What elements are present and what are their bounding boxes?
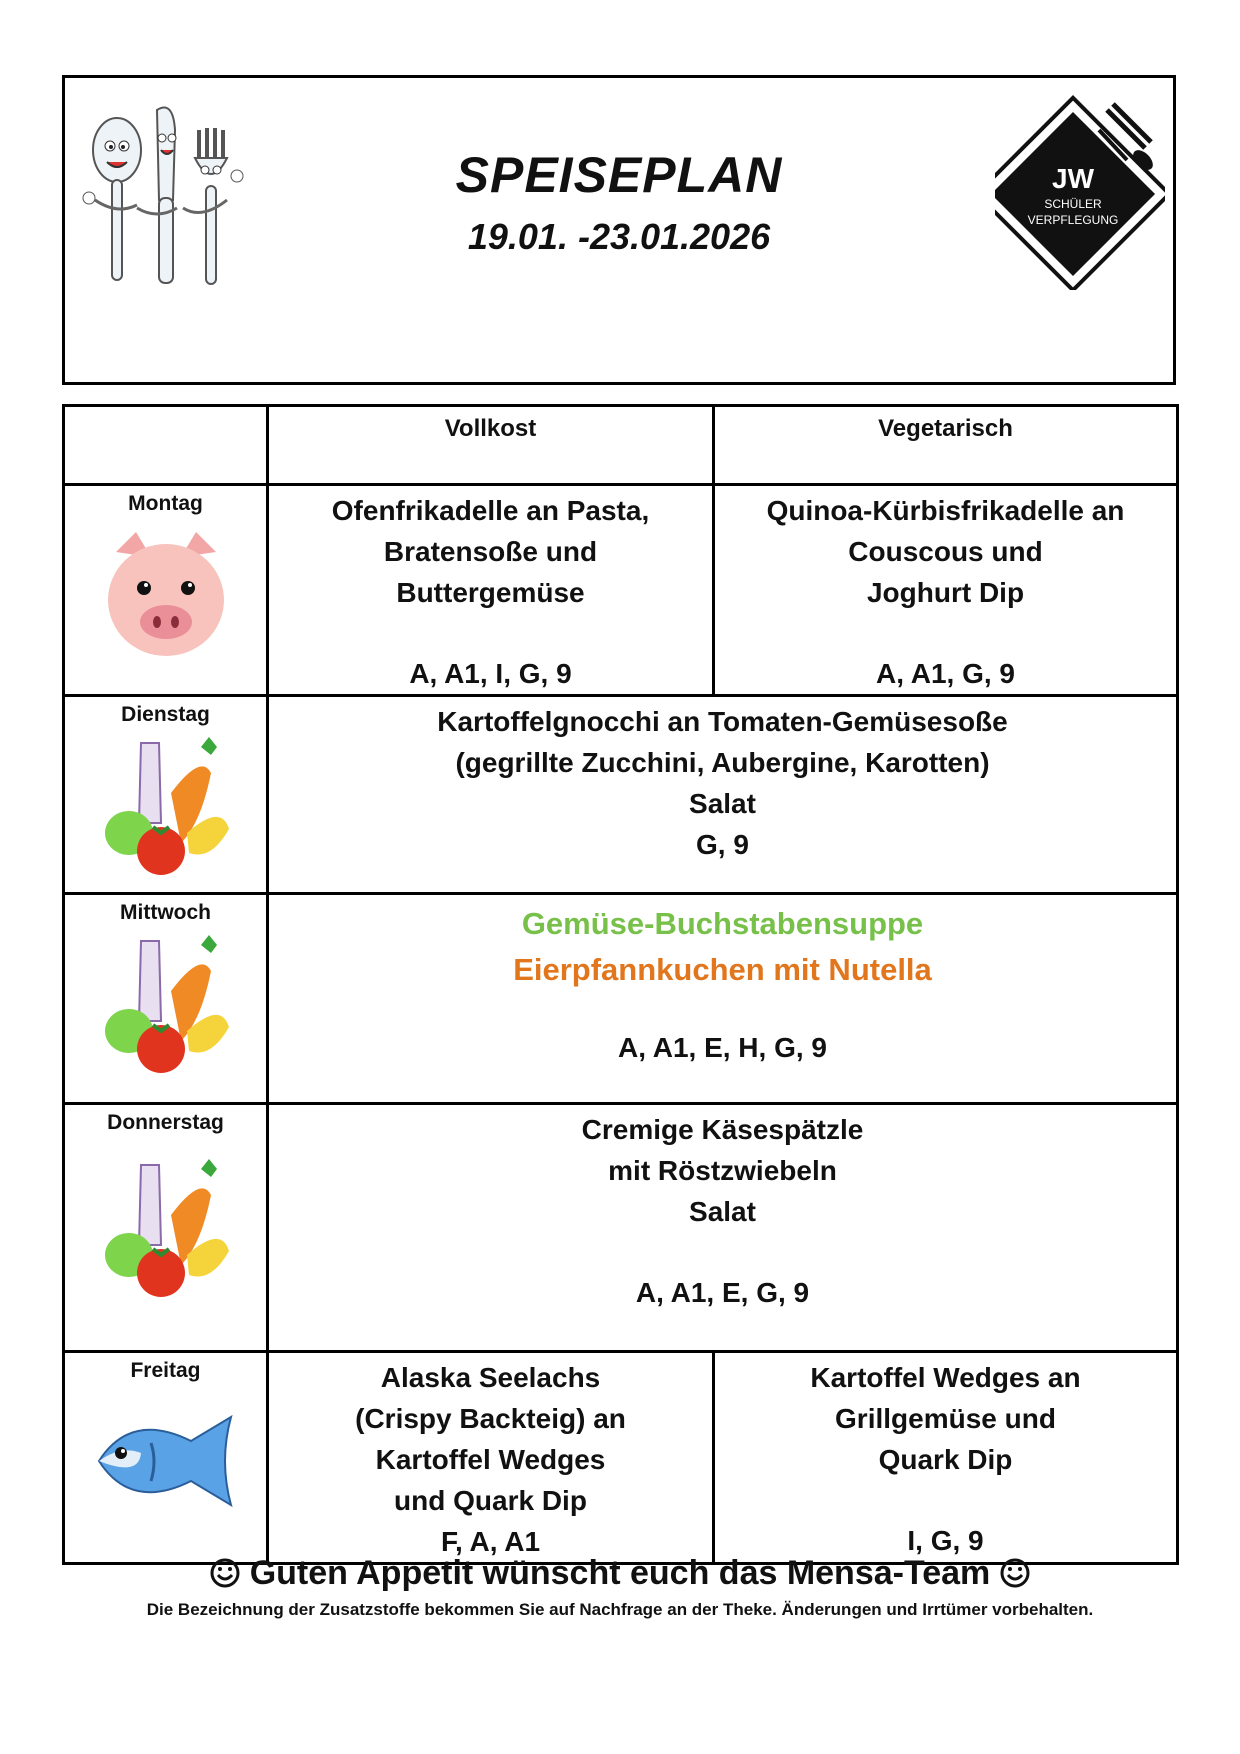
day-name-montag: Montag [128, 492, 203, 515]
day-name-freitag: Freitag [130, 1359, 201, 1382]
fish-icon [91, 1401, 241, 1521]
empty-header-cell [64, 406, 268, 485]
footer-greeting [0, 1554, 1240, 1593]
dish-line: Kartoffel Wedges an [810, 1362, 1081, 1393]
logo-line2: VERPFLEGUNG [1027, 213, 1119, 227]
allergens-donnerstag: A, A1, E, G, 9 [635, 1277, 810, 1308]
day-cell-freitag [64, 1352, 268, 1564]
dish-mittwoch-soup: Gemüse-Buchstabensuppe [521, 906, 924, 941]
dish-line: Joghurt Dip [866, 577, 1025, 608]
logo-line1: SCHÜLER [1044, 197, 1102, 211]
dish-line: Salat [689, 1196, 756, 1227]
page-title: SPEISEPLAN [455, 147, 783, 203]
allergens-montag-vollkost: A, A1, I, G, 9 [409, 658, 572, 689]
pig-icon [96, 522, 236, 662]
day-name-donnerstag: Donnerstag [107, 1111, 224, 1134]
vegetables-icon [101, 733, 231, 883]
vegetables-icon [101, 931, 231, 1081]
day-name-dienstag: Dienstag [121, 703, 210, 726]
date-range: 19.01. -23.01.2026 [467, 216, 771, 257]
dish-line: Kartoffelgnocchi an Tomaten-Gemüsesoße [437, 706, 1008, 737]
dish-line: mit Röstzwiebeln [608, 1155, 837, 1186]
dish-line: Kartoffel Wedges [375, 1444, 606, 1475]
allergens-freitag-vollkost: F, A, A1 [440, 1526, 541, 1557]
day-cell-dienstag [64, 696, 268, 894]
dish-montag-vegetarisch [714, 485, 1178, 696]
dish-montag-vollkost [268, 485, 714, 696]
header-vollkost: Vollkost [268, 406, 714, 485]
allergens-dienstag: G, 9 [696, 829, 749, 860]
dish-line: Cremige Käsespätzle [581, 1114, 864, 1145]
table-row-montag [64, 485, 1178, 696]
dish-line: Bratensoße und [383, 536, 598, 567]
table-header-row [64, 406, 1178, 485]
dish-freitag-vollkost [268, 1352, 714, 1564]
header-box [62, 75, 1176, 385]
dish-mittwoch-main: Eierpfannkuchen mit Nutella [513, 952, 932, 987]
jw-logo-icon [995, 90, 1165, 290]
logo-initials: JW [1052, 163, 1094, 194]
dish-line: Ofenfrikadelle an Pasta, [331, 495, 650, 526]
dish-line: Buttergemüse [396, 577, 585, 608]
dish-donnerstag [268, 1104, 1178, 1352]
dish-line: (Crispy Backteig) an [355, 1403, 626, 1434]
footer-greeting-text: Guten Appetit wünscht euch das Mensa-Team [249, 1554, 991, 1592]
dish-line: Grillgemüse und [835, 1403, 1056, 1434]
table-row-dienstag [64, 696, 1178, 894]
dish-line: (gegrillte Zucchini, Aubergine, Karotten) [455, 747, 990, 778]
dish-mittwoch [268, 894, 1178, 1104]
smiley-icon [210, 1558, 240, 1588]
allergens-montag-vegetarisch: A, A1, G, 9 [875, 658, 1015, 689]
dish-freitag-vegetarisch [714, 1352, 1178, 1564]
dish-line: Quark Dip [878, 1444, 1013, 1475]
dish-dienstag [268, 696, 1178, 894]
dish-line: Alaska Seelachs [380, 1362, 601, 1393]
footer-note: Die Bezeichnung der Zusatzstoffe bekommen Sie auf Nachfrage an der Theke. Änderungen und Irrtümer vorbehalten. [146, 1600, 1094, 1619]
table-row-mittwoch [64, 894, 1178, 1104]
allergens-freitag-vegetarisch: I, G, 9 [907, 1525, 984, 1556]
table-row-freitag [64, 1352, 1178, 1564]
day-cell-donnerstag [64, 1104, 268, 1352]
smiley-icon [1000, 1558, 1030, 1588]
day-cell-montag [64, 485, 268, 696]
dish-line: Salat [689, 788, 756, 819]
dish-line: Couscous und [848, 536, 1043, 567]
day-cell-mittwoch [64, 894, 268, 1104]
menu-table [62, 404, 1179, 1565]
day-name-mittwoch: Mittwoch [120, 901, 211, 924]
dish-line: Quinoa-Kürbisfrikadelle an [766, 495, 1125, 526]
dish-line: und Quark Dip [394, 1485, 587, 1516]
table-row-donnerstag [64, 1104, 1178, 1352]
allergens-mittwoch: A, A1, E, H, G, 9 [617, 1032, 827, 1063]
header-vegetarisch: Vegetarisch [714, 406, 1178, 485]
vegetables-icon [101, 1155, 231, 1305]
